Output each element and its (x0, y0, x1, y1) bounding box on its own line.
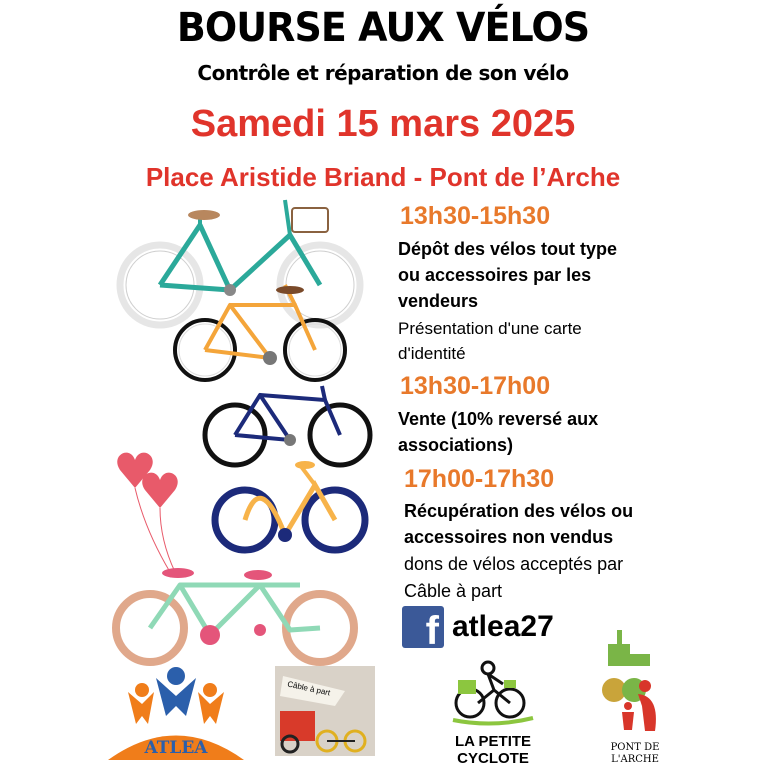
cyclote-label-line: CYCLOTE (457, 750, 529, 767)
pont-de-larche-emblem-icon (600, 626, 670, 736)
event-place: Place Aristide Briand - Pont de l’Arche (145, 162, 621, 192)
schedule-line: vendeurs (398, 291, 479, 311)
schedule-time-3: 17h00-17h30 (404, 465, 555, 493)
schedule-line: accessoires non vendus (404, 527, 614, 547)
schedule-line: d'identité (398, 344, 466, 363)
schedule-note-1 (398, 316, 582, 366)
tandem-bike (116, 568, 354, 662)
schedule-line: ou accessoires par les (398, 265, 592, 285)
la-petite-cyclote-logo (448, 658, 538, 766)
facebook-handle[interactable]: atlea27 (452, 610, 554, 643)
cyclote-rider-icon (448, 658, 538, 728)
schedule-note-3 (404, 551, 623, 605)
atlea-logo (106, 666, 246, 762)
atlea-label: ATLEA (144, 738, 208, 758)
bicycles-illustration (100, 190, 380, 670)
schedule-desc-1 (398, 236, 617, 314)
pont-de-larche-logo (600, 626, 670, 766)
schedule-desc-2 (398, 406, 598, 458)
event-date: Samedi 15 mars 2025 (190, 103, 576, 145)
facebook-icon[interactable]: f (402, 606, 444, 648)
poster-subtitle: Contrôle et réparation de son vélo (197, 61, 569, 85)
schedule-line: Récupération des vélos ou (404, 501, 634, 521)
cable-a-part-logo (275, 666, 375, 756)
cyclote-label (448, 733, 538, 767)
schedule-time-1: 13h30-15h30 (400, 202, 551, 230)
cable-a-part-label: Câble à part (286, 679, 332, 698)
schedule-line: associations) (398, 435, 514, 455)
pont-label-line: L'ARCHE (611, 754, 659, 765)
cyclote-label-line: LA PETITE (454, 733, 532, 750)
schedule-line: Câble à part (404, 581, 503, 601)
schedule-line: Présentation d'une carte (398, 319, 582, 338)
navy-road-bike (205, 386, 370, 465)
heart-balloons (117, 453, 178, 572)
pont-label-line: PONT DE (610, 742, 660, 753)
cruiser-bike (215, 461, 365, 550)
schedule-time-2: 13h30-17h00 (400, 372, 551, 400)
pont-de-larche-label (600, 742, 670, 766)
poster-title: BOURSE AUX VÉLOS (176, 5, 590, 51)
schedule-line: Vente (10% reversé aux (398, 409, 599, 429)
schedule-line: dons de vélos acceptés par (404, 554, 624, 574)
schedule-line: Dépôt des vélos tout type (398, 239, 618, 259)
schedule-desc-3 (404, 498, 633, 550)
